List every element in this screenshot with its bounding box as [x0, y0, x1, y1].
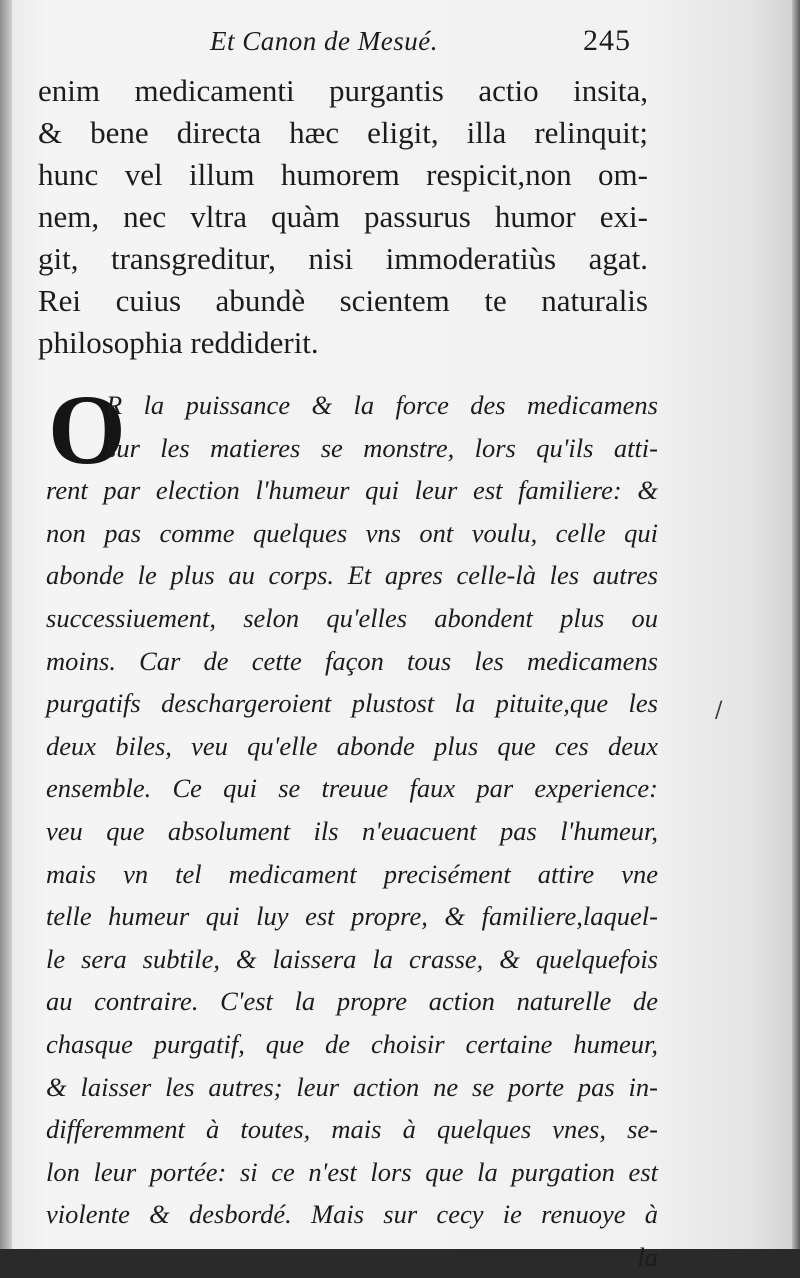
text-line: mais vn tel medicament precisément attire vne — [46, 858, 658, 889]
text-line: enim medicamenti purgantis actio insita, — [38, 73, 648, 108]
text-line: rent par election l'humeur qui leur est familiere: & — [46, 475, 658, 506]
latin-paragraph — [38, 70, 648, 364]
french-paragraph — [46, 374, 658, 1278]
text-line: non pas comme quelques vns ont voulu, celle qui — [46, 517, 658, 548]
text-line: successiuement, selon qu'elles abondent plus ou — [46, 602, 658, 633]
page-edge — [792, 0, 800, 1249]
text-line: & bene directa hæc eligit, illa relinquit; — [38, 115, 648, 150]
text-line: violente & desbordé. Mais sur cecy ie renuoye à — [46, 1199, 658, 1230]
text-line: abonde le plus au corps. Et apres celle-là les autres — [46, 560, 658, 591]
margin-mark: / — [715, 698, 723, 723]
drop-cap: O — [48, 374, 126, 485]
text-line: ensemble. Ce qui se treuue faux par experience: — [46, 773, 658, 804]
text-line: moins. Car de cette façon tous les medicamens — [46, 645, 658, 676]
text-line: purgatifs deschargeroient plustost la pituite,que les — [46, 688, 658, 719]
text-line: au contraire. C'est la propre action naturelle de — [46, 986, 658, 1017]
text-line: chasque purgatif, que de choisir certaine humeur, — [46, 1028, 658, 1059]
text-line: lon leur portée: si ce n'est lors que la purgation est — [46, 1156, 658, 1187]
text-line: le sera subtile, & laissera la crasse, & quelquefois — [46, 943, 658, 974]
text-line: hunc vel illum humorem respicit,non om- — [38, 157, 648, 192]
page-number: 245 — [583, 24, 631, 57]
text-line: differemment à toutes, mais à quelques vnes, se- — [46, 1114, 658, 1145]
running-head: Et Canon de Mesué. — [210, 26, 438, 56]
text-line: Rei cuius abundè scientem te naturalis — [38, 283, 648, 318]
text-line: & laisser les autres; leur action ne se porte pas in- — [46, 1071, 658, 1102]
text-line: philosophia reddiderit. — [38, 325, 319, 360]
page-gutter — [0, 0, 12, 1249]
text-line: veu que absolument ils n'euacuent pas l'humeur, — [46, 815, 658, 846]
text-line: sur les matieres se monstre, lors qu'ils atti- — [106, 432, 658, 463]
text-line: R la puissance & la force des medicamens — [106, 390, 658, 420]
text-line: nem, nec vltra quàm passurus humor exi- — [38, 199, 648, 234]
text-line: git, transgreditur, nisi immoderatiùs agat. — [38, 241, 648, 276]
text-line: telle humeur qui luy est propre, & familiere,laquel- — [46, 901, 658, 932]
catchword: la — [637, 1241, 658, 1272]
text-line: deux biles, veu qu'elle abonde plus que ces deux — [46, 730, 658, 761]
